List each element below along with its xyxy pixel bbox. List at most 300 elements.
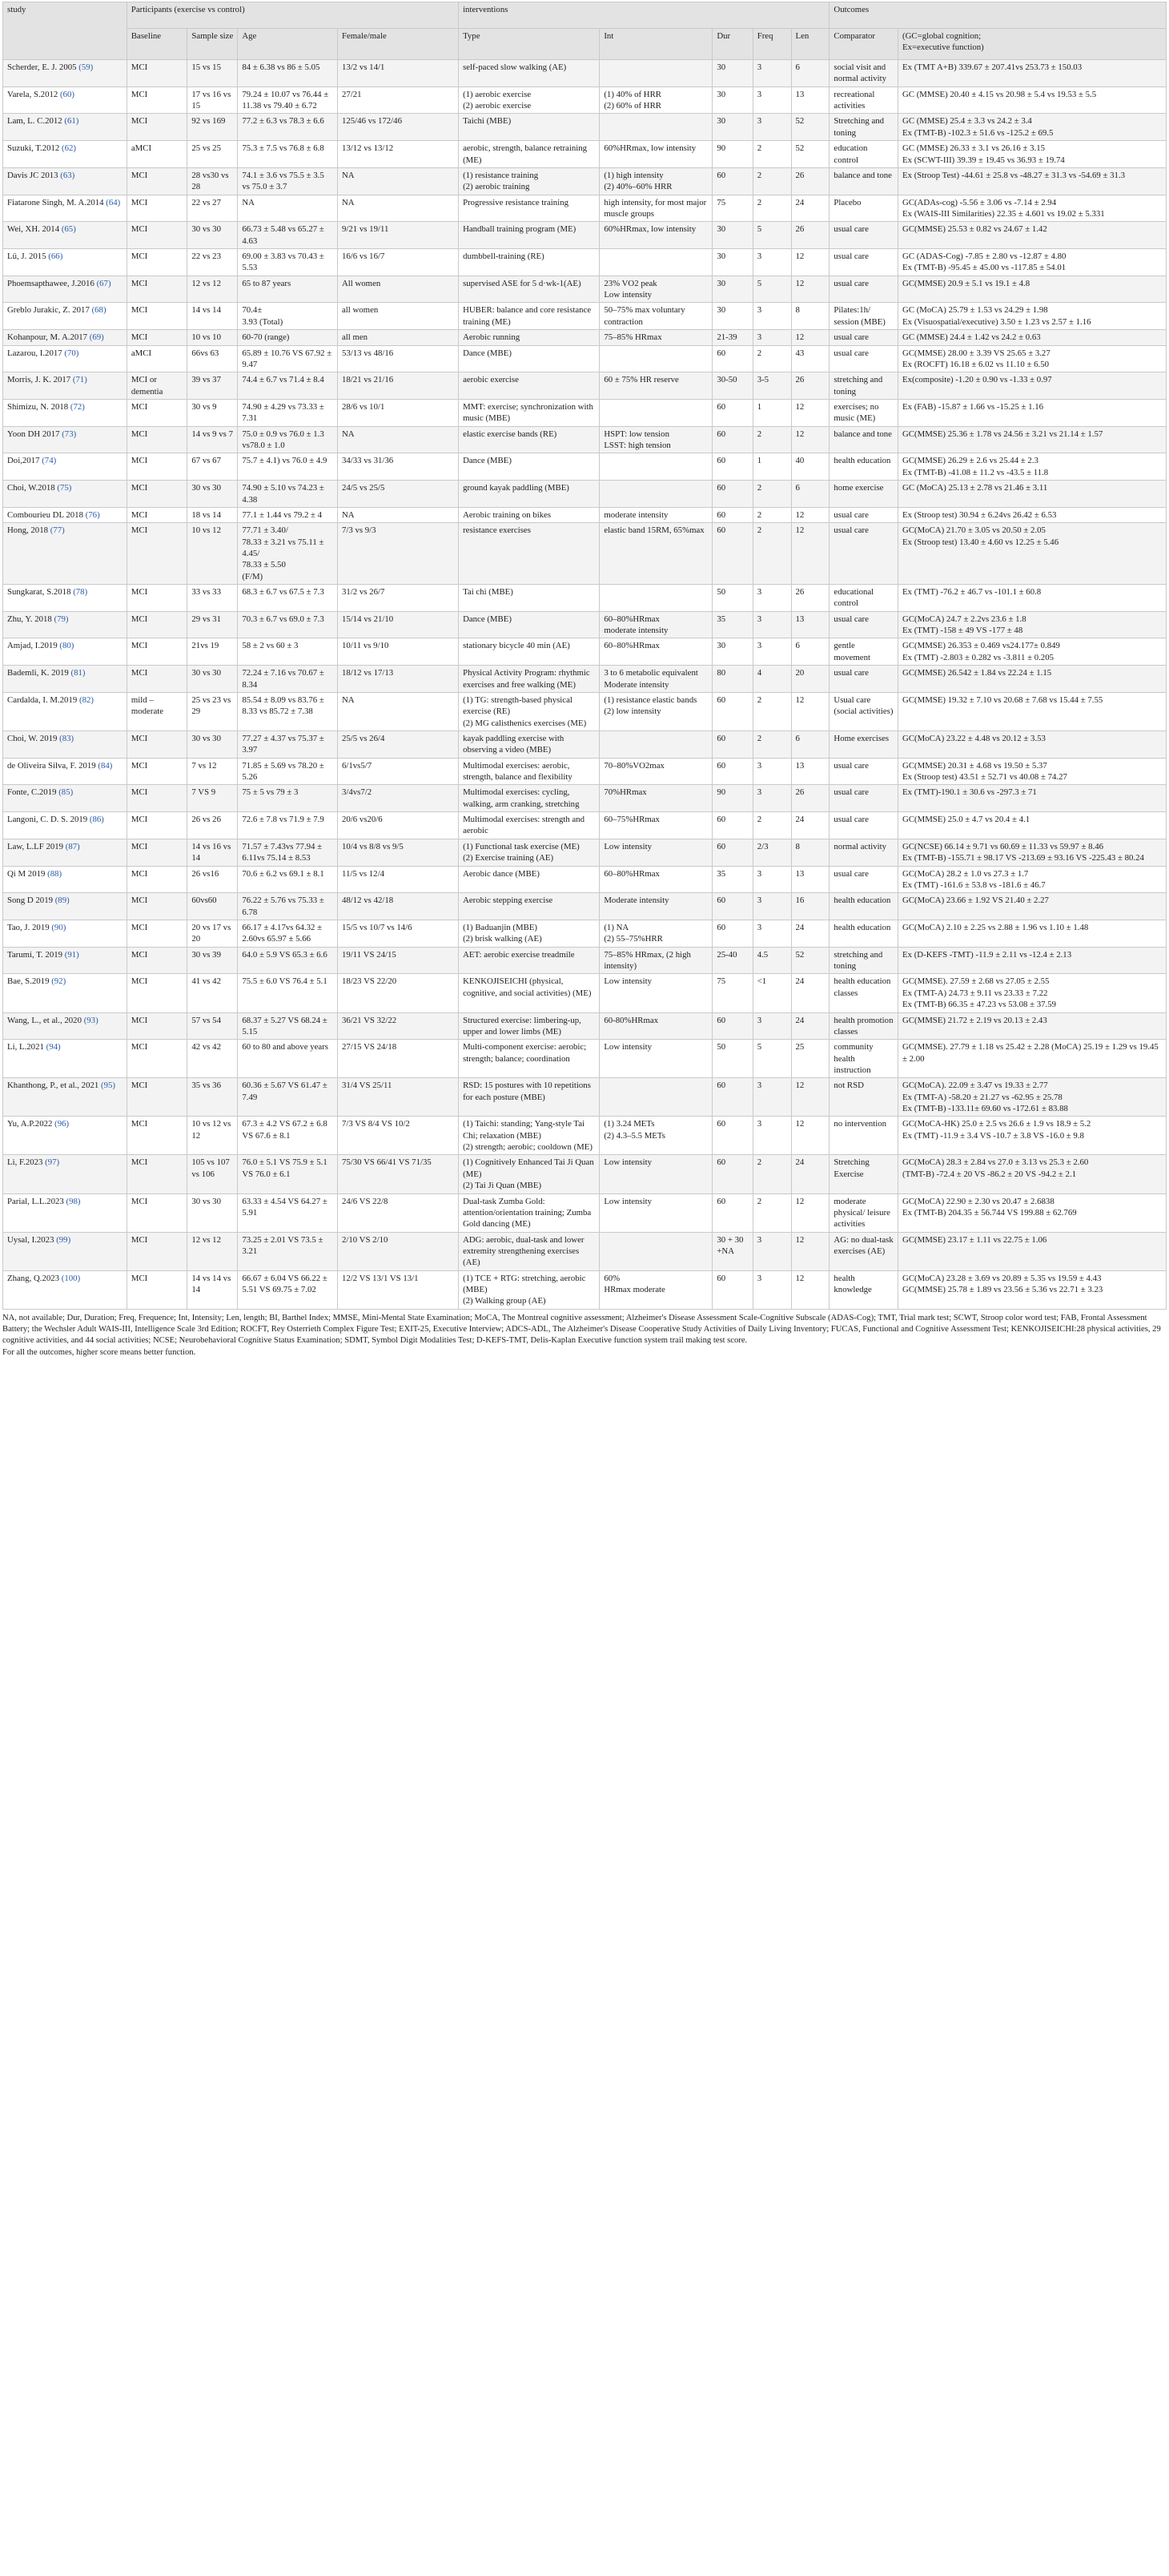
reference-link[interactable]: (76) (85, 509, 100, 520)
reference-link[interactable]: (71) (72, 375, 87, 385)
intensity-cell: 60% HRmax moderate (600, 1270, 713, 1309)
study-cell (3, 507, 127, 522)
reference-link[interactable]: (69) (89, 332, 104, 343)
reference-link[interactable]: (95) (100, 1081, 115, 1091)
study-name: Langoni, C. D. S. 2019 (7, 815, 88, 825)
type-cell: (1) Cognitively Enhanced Tai Ji Quan (ME) (2) Tai Ji Quan (MBE) (459, 1155, 600, 1193)
intensity-cell (600, 481, 713, 508)
reference-link[interactable]: (86) (89, 815, 104, 825)
sample-size-cell: 22 vs 27 (187, 195, 238, 222)
study-name: Doi,2017 (7, 456, 40, 466)
age-cell: 60-70 (range) (238, 330, 338, 345)
type-cell: aerobic exercise (459, 372, 600, 400)
female-male-cell: NA (337, 195, 458, 222)
baseline-cell: MCI (127, 731, 187, 758)
comparator-cell: education control (830, 141, 898, 168)
baseline-cell: MCI (127, 87, 187, 114)
frequency-cell: 4 (753, 666, 791, 693)
age-cell: 73.25 ± 2.01 VS 73.5 ± 3.21 (238, 1232, 338, 1270)
length-cell: 12 (791, 426, 830, 453)
result-cell: Ex (Stroop test) 30.94 ± 6.24vs 26.42 ± 6.53 (898, 507, 1167, 522)
reference-link[interactable]: (61) (64, 116, 79, 127)
female-male-cell: 10/4 vs 8/8 vs 9/5 (337, 839, 458, 866)
type-cell: (1) aerobic exercise (2) aerobic exercise (459, 87, 600, 114)
reference-link[interactable]: (100) (61, 1273, 81, 1283)
header-len: Len (791, 29, 830, 60)
table-row (3, 87, 1167, 114)
intensity-cell: Low intensity (600, 974, 713, 1012)
header-comparator: Comparator (830, 29, 898, 60)
age-cell: 77.1 ± 1.44 vs 79.2 ± 4 (238, 507, 338, 522)
frequency-cell: 3 (753, 1012, 791, 1040)
reference-link[interactable]: (84) (98, 760, 113, 771)
study-name: Fiatarone Singh, M. A.2014 (7, 197, 104, 207)
age-cell: 84 ± 6.38 vs 86 ± 5.05 (238, 60, 338, 87)
header-sample-size: Sample size (187, 29, 238, 60)
result-cell: GC(MMSE) 28.00 ± 3.39 VS 25.65 ± 3.27 Ex (ROCFT) 16.18 ± 6.02 vs 11.10 ± 6.50 (898, 345, 1167, 372)
female-male-cell: 36/21 VS 32/22 (337, 1012, 458, 1040)
intensity-cell (600, 585, 713, 612)
header-participants: Participants (exercise vs control) (127, 2, 458, 29)
baseline-cell: MCI (127, 60, 187, 87)
age-cell: 77.27 ± 4.37 vs 75.37 ± 3.97 (238, 731, 338, 758)
duration-cell: 90 (713, 785, 753, 812)
age-cell: 75 ± 5 vs 79 ± 3 (238, 785, 338, 812)
frequency-cell: 2 (753, 1193, 791, 1232)
type-cell: Dance (MBE) (459, 345, 600, 372)
type-cell: dumbbell-training (RE) (459, 249, 600, 276)
type-cell: MMT: exercise; synchronization with music (MBE) (459, 399, 600, 426)
comparator-cell: usual care (830, 249, 898, 276)
duration-cell: 30 (713, 87, 753, 114)
intensity-cell (600, 731, 713, 758)
duration-cell: 30 (713, 249, 753, 276)
table-row (3, 426, 1167, 453)
female-male-cell: 125/46 vs 172/46 (337, 114, 458, 141)
length-cell: 12 (791, 1232, 830, 1270)
type-cell: (1) resistance training (2) aerobic training (459, 167, 600, 195)
study-cell (3, 453, 127, 481)
length-cell: 13 (791, 611, 830, 638)
female-male-cell: NA (337, 507, 458, 522)
result-cell: GC(MoCA-HK) 25.0 ± 2.5 vs 26.6 ± 1.9 vs 18.9 ± 5.2 Ex (TMT) -11.9 ± 3.4 VS -10.7 ± 3.8 VS -16.0 ± 9.8 (898, 1117, 1167, 1155)
reference-link[interactable]: (99) (56, 1234, 71, 1245)
reference-link[interactable]: (96) (54, 1119, 70, 1129)
age-cell: 70.6 ± 6.2 vs 69.1 ± 8.1 (238, 866, 338, 893)
result-cell: GC(MMSE) 21.72 ± 2.19 vs 20.13 ± 2.43 (898, 1012, 1167, 1040)
study-cell (3, 1078, 127, 1117)
reference-link[interactable]: (73) (62, 429, 77, 439)
study-name: Kohanpour, M. A.2017 (7, 332, 88, 343)
reference-link[interactable]: (78) (73, 587, 88, 598)
intensity-cell: Low intensity (600, 1040, 713, 1078)
study-name: Lam, L. C.2012 (7, 116, 62, 127)
result-cell: Ex (FAB) -15.87 ± 1.66 vs -15.25 ± 1.16 (898, 399, 1167, 426)
result-cell: GC(MMSE) 19.32 ± 7.10 vs 20.68 ± 7.68 vs 15.44 ± 7.55 (898, 692, 1167, 731)
female-male-cell: 10/11 vs 9/10 (337, 638, 458, 666)
study-table (2, 2, 1167, 1310)
header-outcomes: Outcomes (830, 2, 1167, 29)
reference-link[interactable]: (87) (65, 841, 80, 851)
intensity-cell: 60–80%HRmax moderate intensity (600, 611, 713, 638)
baseline-cell: MCI (127, 1270, 187, 1309)
sample-size-cell: 57 vs 54 (187, 1012, 238, 1040)
female-male-cell: 53/13 vs 48/16 (337, 345, 458, 372)
frequency-cell: 3 (753, 114, 791, 141)
female-male-cell: 18/23 VS 22/20 (337, 974, 458, 1012)
study-cell (3, 1232, 127, 1270)
study-cell (3, 141, 127, 168)
age-cell: 65.89 ± 10.76 VS 67.92 ± 9.47 (238, 345, 338, 372)
reference-link[interactable]: (90) (51, 923, 66, 932)
sample-size-cell: 30 vs 30 (187, 666, 238, 693)
comparator-cell: usual care (830, 758, 898, 785)
baseline-cell: MCI (127, 523, 187, 585)
female-male-cell: 3/4vs7/2 (337, 785, 458, 812)
frequency-cell: 3 (753, 1232, 791, 1270)
reference-link[interactable]: (82) (78, 694, 94, 705)
comparator-cell: Stretching and toning (830, 114, 898, 141)
baseline-cell: MCI (127, 1193, 187, 1232)
comparator-cell: health knowledge (830, 1270, 898, 1309)
study-cell (3, 1040, 127, 1078)
sample-size-cell: 42 vs 42 (187, 1040, 238, 1078)
table-row (3, 1117, 1167, 1155)
female-male-cell: 16/6 vs 16/7 (337, 249, 458, 276)
length-cell: 24 (791, 1155, 830, 1193)
reference-link[interactable]: (64) (106, 197, 121, 207)
frequency-cell: 2 (753, 1155, 791, 1193)
comparator-cell: stretching and toning (830, 372, 898, 400)
study-name: Uysal, I.2023 (7, 1234, 54, 1245)
result-cell: GC(MMSE) 25.36 ± 1.78 vs 24.56 ± 3.21 vs 21.14 ± 1.57 (898, 426, 1167, 453)
type-cell: Progressive resistance training (459, 195, 600, 222)
comparator-cell: Placebo (830, 195, 898, 222)
frequency-cell: 3 (753, 785, 791, 812)
baseline-cell: MCI (127, 195, 187, 222)
duration-cell: 60 (713, 426, 753, 453)
reference-link[interactable]: (66) (48, 252, 63, 262)
study-name: Bae, S.2019 (7, 976, 50, 987)
length-cell: 12 (791, 276, 830, 303)
female-male-cell: 27/15 VS 24/18 (337, 1040, 458, 1078)
table-row (3, 1012, 1167, 1040)
intensity-cell: 60–80%HRmax (600, 866, 713, 893)
study-name: Law, L.LF 2019 (7, 841, 64, 851)
female-male-cell: 12/2 VS 13/1 VS 13/1 (337, 1270, 458, 1309)
age-cell: 74.1 ± 3.6 vs 75.5 ± 3.5 vs 75.0 ± 3.7 (238, 167, 338, 195)
sample-size-cell: 14 vs 9 vs 7 (187, 426, 238, 453)
reference-link[interactable]: (72) (70, 401, 85, 412)
type-cell: elastic exercise bands (RE) (459, 426, 600, 453)
comparator-cell: Usual care (social activities) (830, 692, 898, 731)
length-cell: 13 (791, 866, 830, 893)
reference-link[interactable]: (79) (54, 614, 69, 624)
study-name: Zhu, Y. 2018 (7, 614, 52, 624)
sample-size-cell: 30 vs 39 (187, 947, 238, 974)
type-cell: RSD: 15 postures with 10 repetitions for each posture (MBE) (459, 1078, 600, 1117)
study-cell (3, 399, 127, 426)
duration-cell: 50 (713, 585, 753, 612)
result-cell: GC(MMSE) 25.53 ± 0.82 vs 24.67 ± 1.42 (898, 222, 1167, 249)
result-cell: GC (MoCA) 25.79 ± 1.53 vs 24.29 ± 1.98 Ex (Visuospatial/executive) 3.50 ± 1.23 vs 2.57 ± 1.16 (898, 303, 1167, 330)
reference-link[interactable]: (59) (78, 62, 94, 72)
reference-link[interactable]: (77) (50, 525, 65, 536)
type-cell: AET: aerobic exercise treadmile (459, 947, 600, 974)
duration-cell: 60 (713, 1193, 753, 1232)
study-cell (3, 1012, 127, 1040)
reference-link[interactable]: (97) (45, 1157, 60, 1168)
sample-size-cell: 33 vs 33 (187, 585, 238, 612)
table-row (3, 141, 1167, 168)
comparator-cell: health education (830, 453, 898, 481)
female-male-cell: 9/21 vs 19/11 (337, 222, 458, 249)
type-cell: Multi-component exercise: aerobic; strength; balance; coordination (459, 1040, 600, 1078)
female-male-cell: 20/6 vs20/6 (337, 812, 458, 839)
reference-link[interactable]: (62) (62, 143, 76, 154)
duration-cell: 50 (713, 1040, 753, 1078)
study-cell (3, 523, 127, 585)
table-row (3, 638, 1167, 666)
type-cell: ADG: aerobic, dual-task and lower extremity strengthening exercises (AE) (459, 1232, 600, 1270)
baseline-cell: MCI (127, 507, 187, 522)
female-male-cell: 18/12 vs 17/13 (337, 666, 458, 693)
study-cell (3, 947, 127, 974)
age-cell: 74.90 ± 5.10 vs 74.23 ± 4.38 (238, 481, 338, 508)
table-row (3, 453, 1167, 481)
study-name: Fonte, C.2019 (7, 787, 57, 798)
table-row (3, 345, 1167, 372)
reference-link[interactable]: (83) (59, 733, 74, 743)
table-row (3, 974, 1167, 1012)
length-cell: 12 (791, 1270, 830, 1309)
female-male-cell: 15/14 vs 21/10 (337, 611, 458, 638)
study-cell (3, 785, 127, 812)
baseline-cell: MCI (127, 611, 187, 638)
baseline-cell: MCI (127, 1155, 187, 1193)
comparator-cell: community health instruction (830, 1040, 898, 1078)
reference-link[interactable]: (89) (54, 896, 70, 906)
age-cell: 63.33 ± 4.54 VS 64.27 ± 5.91 (238, 1193, 338, 1232)
duration-cell: 75 (713, 974, 753, 1012)
study-cell (3, 920, 127, 948)
type-cell: Aerobic dance (MBE) (459, 866, 600, 893)
study-cell (3, 1193, 127, 1232)
type-cell: Multimodal exercises: cycling, walking, arm cranking, stretching (459, 785, 600, 812)
frequency-cell: 3 (753, 249, 791, 276)
result-cell: GC(MMSE) 25.0 ± 4.7 vs 20.4 ± 4.1 (898, 812, 1167, 839)
female-male-cell: 28/6 vs 10/1 (337, 399, 458, 426)
result-cell: Ex (TMT)-190.1 ± 30.6 vs -297.3 ± 71 (898, 785, 1167, 812)
result-cell: GC(MMSE). 27.59 ± 2.68 vs 27.05 ± 2.55 Ex (TMT-A) 24.73 ± 9.11 vs 23.33 ± 7.22 Ex (TMT-B) 66.35 ± 47.23 vs 53.08 ± 37.59 (898, 974, 1167, 1012)
table-row (3, 1155, 1167, 1193)
reference-link[interactable]: (63) (60, 170, 75, 180)
result-cell: GC(MoCA). 22.09 ± 3.47 vs 19.33 ± 2.77 Ex (TMT-A) -58.20 ± 21.27 vs -62.95 ± 25.78 Ex (TMT-B) -133.11± 69.60 vs -172.61 ± 83.88 (898, 1078, 1167, 1117)
length-cell: 24 (791, 195, 830, 222)
frequency-cell: 2 (753, 345, 791, 372)
reference-link[interactable]: (98) (66, 1196, 81, 1206)
intensity-cell: 60-80%HRmax (600, 1012, 713, 1040)
study-name: Amjad, I.2019 (7, 641, 58, 651)
baseline-cell: MCI (127, 866, 187, 893)
age-cell: 72.6 ± 7.8 vs 71.9 ± 7.9 (238, 812, 338, 839)
study-name: Greblo Jurakic, Z. 2017 (7, 305, 90, 316)
type-cell: (1) Baduanjin (MBE) (2) brisk walking (AE) (459, 920, 600, 948)
study-cell (3, 692, 127, 731)
intensity-cell (600, 249, 713, 276)
baseline-cell: MCI (127, 920, 187, 948)
study-name: Varela, S.2012 (7, 89, 58, 99)
female-male-cell: all women (337, 303, 458, 330)
duration-cell: 60 (713, 839, 753, 866)
reference-link[interactable]: (75) (57, 483, 72, 493)
type-cell: Aerobic running (459, 330, 600, 345)
result-cell: GC(MoCA) 23.28 ± 3.69 vs 20.89 ± 5.35 vs 19.59 ± 4.43 GC(MMSE) 25.78 ± 1.89 vs 23.56 ± 5.36 vs 22.71 ± 3.23 (898, 1270, 1167, 1309)
header-study: study (3, 2, 127, 60)
frequency-cell: 5 (753, 222, 791, 249)
duration-cell: 25-40 (713, 947, 753, 974)
reference-link[interactable]: (74) (42, 456, 57, 466)
sample-size-cell: 30 vs 30 (187, 481, 238, 508)
baseline-cell: MCI (127, 330, 187, 345)
intensity-cell (600, 345, 713, 372)
length-cell: 12 (791, 692, 830, 731)
reference-link[interactable]: (91) (64, 949, 79, 960)
female-male-cell: 13/12 vs 13/12 (337, 141, 458, 168)
age-cell: 74.4 ± 6.7 vs 71.4 ± 8.4 (238, 372, 338, 400)
female-male-cell: 11/5 vs 12/4 (337, 866, 458, 893)
reference-link[interactable]: (81) (70, 668, 86, 678)
frequency-cell: 3 (753, 585, 791, 612)
sample-size-cell: 30 vs 30 (187, 731, 238, 758)
table-row (3, 372, 1167, 400)
length-cell: 20 (791, 666, 830, 693)
table-row (3, 481, 1167, 508)
baseline-cell: MCI (127, 974, 187, 1012)
result-cell: GC(MoCA) 24.7 ± 2.2vs 23.6 ± 1.8 Ex (TMT) -158 ± 49 VS -177 ± 48 (898, 611, 1167, 638)
frequency-cell: 2/3 (753, 839, 791, 866)
length-cell: 12 (791, 523, 830, 585)
length-cell: 6 (791, 731, 830, 758)
reference-link[interactable]: (94) (46, 1042, 61, 1053)
type-cell: (1) TG: strength-based physical exercise (RE) (2) MG calisthenics exercises (ME) (459, 692, 600, 731)
intensity-cell: 70%HRmax (600, 785, 713, 812)
sample-size-cell: 17 vs 16 vs 15 (187, 87, 238, 114)
table-row (3, 276, 1167, 303)
reference-link[interactable]: (80) (59, 641, 74, 651)
comparator-cell: health education (830, 893, 898, 920)
study-name: Song D 2019 (7, 896, 53, 906)
age-cell: 71.57 ± 7.43vs 77.94 ± 6.11vs 75.14 ± 8.53 (238, 839, 338, 866)
duration-cell: 35 (713, 611, 753, 638)
study-cell (3, 866, 127, 893)
type-cell: Structured exercise: limbering-up, upper and lower limbs (ME) (459, 1012, 600, 1040)
sample-size-cell: 60vs60 (187, 893, 238, 920)
intensity-cell: (1) resistance elastic bands (2) low intensity (600, 692, 713, 731)
table-row (3, 839, 1167, 866)
sample-size-cell: 67 vs 67 (187, 453, 238, 481)
result-cell: Ex(composite) -1.20 ± 0.90 vs -1.33 ± 0.97 (898, 372, 1167, 400)
age-cell: 66.67 ± 6.04 VS 66.22 ± 5.51 VS 69.75 ± 7.02 (238, 1270, 338, 1309)
sample-size-cell: 35 vs 36 (187, 1078, 238, 1117)
age-cell: 71.85 ± 5.69 vs 78.20 ± 5.26 (238, 758, 338, 785)
age-cell: 77.71 ± 3.40/ 78.33 ± 3.21 vs 75.11 ± 4.45/ 78.33 ± 5.50 (F/M) (238, 523, 338, 585)
frequency-cell: 3 (753, 893, 791, 920)
duration-cell: 30 (713, 60, 753, 87)
type-cell: aerobic, strength, balance retraining (ME) (459, 141, 600, 168)
age-cell: 70.4± 3.93 (Total) (238, 303, 338, 330)
study-cell (3, 195, 127, 222)
sample-size-cell: 10 vs 12 (187, 523, 238, 585)
result-cell: GC(MoCA) 28.3 ± 2.84 vs 27.0 ± 3.13 vs 25.3 ± 2.60 (TMT-B) -72.4 ± 20 VS -86.2 ± 20 VS -94.2 ± 2.1 (898, 1155, 1167, 1193)
result-cell: GC(MoCA) 22.90 ± 2.30 vs 20.47 ± 2.6838 Ex (TMT-B) 204.35 ± 56.744 VS 199.88 ± 62.769 (898, 1193, 1167, 1232)
reference-link[interactable]: (88) (47, 868, 62, 879)
frequency-cell: 2 (753, 812, 791, 839)
frequency-cell: 3 (753, 758, 791, 785)
reference-link[interactable]: (92) (51, 976, 66, 987)
study-name: Zhang, Q.2023 (7, 1273, 60, 1283)
female-male-cell: 7/3 vs 9/3 (337, 523, 458, 585)
table-row (3, 866, 1167, 893)
baseline-cell: MCI (127, 1232, 187, 1270)
length-cell: 8 (791, 839, 830, 866)
frequency-cell: 2 (753, 481, 791, 508)
female-male-cell: 34/33 vs 31/36 (337, 453, 458, 481)
age-cell: 69.00 ± 3.83 vs 70.43 ± 5.53 (238, 249, 338, 276)
study-cell (3, 974, 127, 1012)
reference-link[interactable]: (70) (64, 348, 79, 358)
table-row (3, 1040, 1167, 1078)
reference-link[interactable]: (93) (83, 1015, 98, 1025)
reference-link[interactable]: (85) (58, 787, 74, 798)
comparator-cell: stretching and toning (830, 947, 898, 974)
duration-cell: 35 (713, 866, 753, 893)
frequency-cell: 1 (753, 399, 791, 426)
sample-size-cell: 14 vs 14 (187, 303, 238, 330)
intensity-cell (600, 453, 713, 481)
duration-cell: 30 (713, 114, 753, 141)
table-footnotes (2, 1310, 1167, 1358)
result-cell: Ex (TMT) -76.2 ± 46.7 vs -101.1 ± 60.8 (898, 585, 1167, 612)
duration-cell: 60 (713, 731, 753, 758)
table-row (3, 167, 1167, 195)
sample-size-cell: 39 vs 37 (187, 372, 238, 400)
length-cell: 26 (791, 785, 830, 812)
reference-link[interactable]: (65) (61, 224, 76, 235)
reference-link[interactable]: (60) (59, 89, 74, 99)
type-cell: Tai chi (MBE) (459, 585, 600, 612)
type-cell: (1) Taichi: standing; Yang-style Tai Chi; relaxation (MBE) (2) strength; aerobic; cooldown (ME) (459, 1117, 600, 1155)
length-cell: 43 (791, 345, 830, 372)
study-cell (3, 330, 127, 345)
female-male-cell: 24/5 vs 25/5 (337, 481, 458, 508)
sample-size-cell: 14 vs 16 vs 14 (187, 839, 238, 866)
study-name: Qi M 2019 (7, 868, 46, 879)
table-row (3, 249, 1167, 276)
header-interventions: interventions (459, 2, 830, 29)
result-cell: Ex (Stroop Test) -44.61 ± 25.8 vs -48.27 ± 31.3 vs -54.69 ± 31.3 (898, 167, 1167, 195)
intensity-cell: Low intensity (600, 1155, 713, 1193)
result-cell: GC(NCSE) 66.14 ± 9.71 vs 60.69 ± 11.33 vs 59.97 ± 8.46 Ex (TMT-B) -155.71 ± 98.17 VS -213.69 ± 93.16 VS -225.43 ± 80.24 (898, 839, 1167, 866)
reference-link[interactable]: (68) (91, 305, 106, 316)
comparator-cell: usual care (830, 785, 898, 812)
reference-link[interactable]: (67) (96, 278, 111, 288)
intensity-cell: HSPT: low tension LSST: high tension (600, 426, 713, 453)
study-name: Choi, W.2018 (7, 483, 55, 493)
length-cell: 13 (791, 758, 830, 785)
frequency-cell: 2 (753, 167, 791, 195)
type-cell: Multimodal exercises: strength and aerobic (459, 812, 600, 839)
